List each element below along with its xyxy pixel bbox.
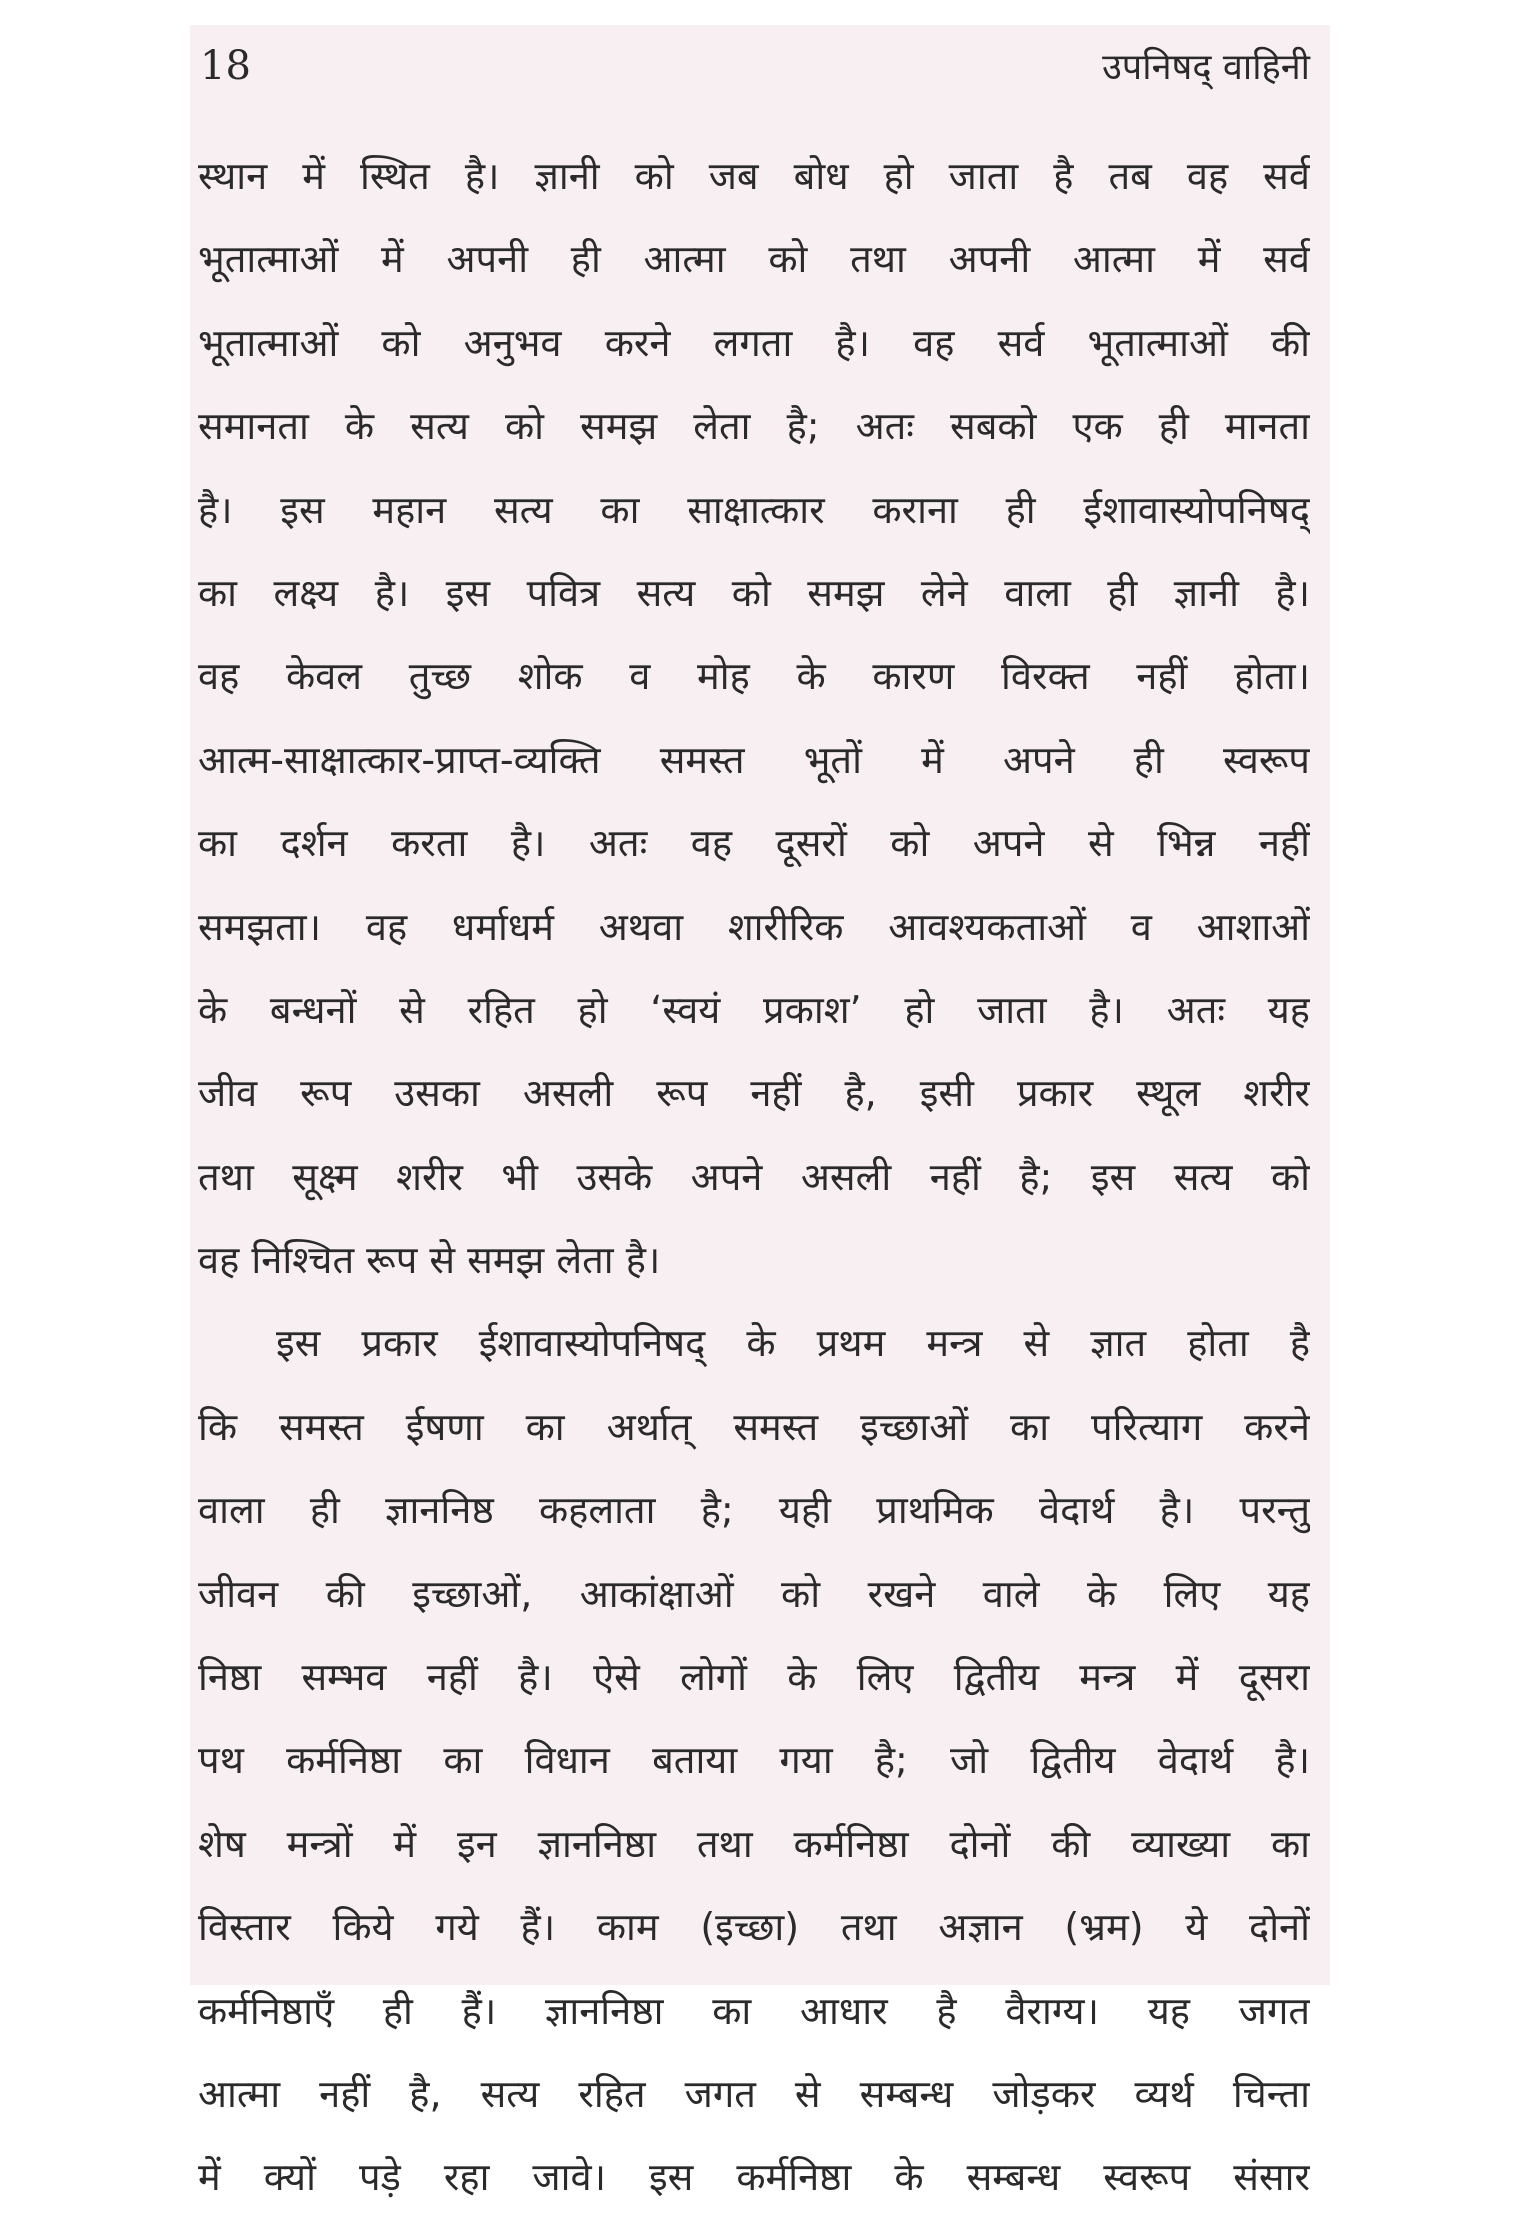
- text-line: पथ कर्मनिष्ठा का विधान बताया गया है; जो द्वितीय वेदार्थ है।: [198, 1738, 1310, 1783]
- text-line: समझता। वह धर्माधर्म अथवा शारीरिक आवश्यकताओं व आशाओं: [198, 904, 1310, 949]
- text-line: में क्यों पड़े रहा जावे। इस कर्मनिष्ठा के सम्बन्ध स्वरूप संसार: [198, 2155, 1310, 2200]
- text-line: स्थान में स्थित है। ज्ञानी को जब बोध हो जाता है तब वह सर्व: [198, 154, 1310, 198]
- running-title: उपनिषद् वाहिनी: [1102, 47, 1310, 88]
- text-line: है। इस महान सत्य का साक्षात्कार कराना ही ईशावास्योपनिषद्: [198, 487, 1310, 532]
- text-line: का दर्शन करता है। अतः वह दूसरों को अपने से भिन्न नहीं: [198, 821, 1310, 866]
- text-line: आत्म-साक्षात्कार-प्राप्त-व्यक्ति समस्त भूतों में अपने ही स्वरूप: [198, 737, 1310, 782]
- body-text: [198, 135, 1310, 2220]
- text-line: समानता के सत्य को समझ लेता है; अतः सबको एक ही मानता: [198, 404, 1310, 449]
- paragraph-start-line: इस प्रकार ईशावास्योपनिषद् के प्रथम मन्त्र से ज्ञात होता है: [276, 1321, 1310, 1366]
- text-line: कि समस्त ईषणा का अर्थात् समस्त इच्छाओं का परित्याग करने: [198, 1404, 1310, 1449]
- book-page: [190, 25, 1330, 2200]
- text-line: शेष मन्त्रों में इन ज्ञाननिष्ठा तथा कर्मनिष्ठा दोनों की व्याख्या का: [198, 1821, 1310, 1866]
- text-line: आत्मा नहीं है, सत्य रहित जगत से सम्बन्ध जोड़कर व्यर्थ चिन्ता: [198, 2071, 1310, 2116]
- text-line: जीवन की इच्छाओं, आकांक्षाओं को रखने वाले के लिए यह: [198, 1571, 1310, 1616]
- text-line: विस्तार किये गये हैं। काम (इच्छा) तथा अज्ञान (भ्रम) ये दोनों: [198, 1905, 1310, 1950]
- text-line: वह केवल तुच्छ शोक व मोह के कारण विरक्त नहीं होता।: [198, 654, 1310, 699]
- text-line: भूतात्माओं को अनुभव करने लगता है। वह सर्व भूतात्माओं की: [198, 320, 1310, 365]
- text-line: भूतात्माओं में अपनी ही आत्मा को तथा अपनी आत्मा में सर्व: [198, 237, 1310, 282]
- text-line: कर्मनिष्ठाएँ ही हैं। ज्ञाननिष्ठा का आधार है वैराग्य। यह जगत: [198, 1988, 1310, 2033]
- text-line: वाला ही ज्ञाननिष्ठ कहलाता है; यही प्राथमिक वेदार्थ है। परन्तु: [198, 1488, 1310, 1533]
- paragraph-end-line: वह निश्चित रूप से समझ लेता है।: [198, 1238, 661, 1283]
- page-header: [190, 35, 1330, 105]
- text-line: का लक्ष्य है। इस पवित्र सत्य को समझ लेने वाला ही ज्ञानी है।: [198, 570, 1310, 615]
- text-line: के बन्धनों से रहित हो ‘स्वयं प्रकाश’ हो जाता है। अतः यह: [198, 987, 1310, 1032]
- text-line: जीव रूप उसका असली रूप नहीं है, इसी प्रकार स्थूल शरीर: [198, 1071, 1310, 1116]
- page-number: 18: [200, 43, 251, 89]
- text-line: निष्ठा सम्भव नहीं है। ऐसे लोगों के लिए द्वितीय मन्त्र में दूसरा: [198, 1655, 1310, 1700]
- text-line: तथा सूक्ष्म शरीर भी उसके अपने असली नहीं है; इस सत्य को: [198, 1154, 1310, 1199]
